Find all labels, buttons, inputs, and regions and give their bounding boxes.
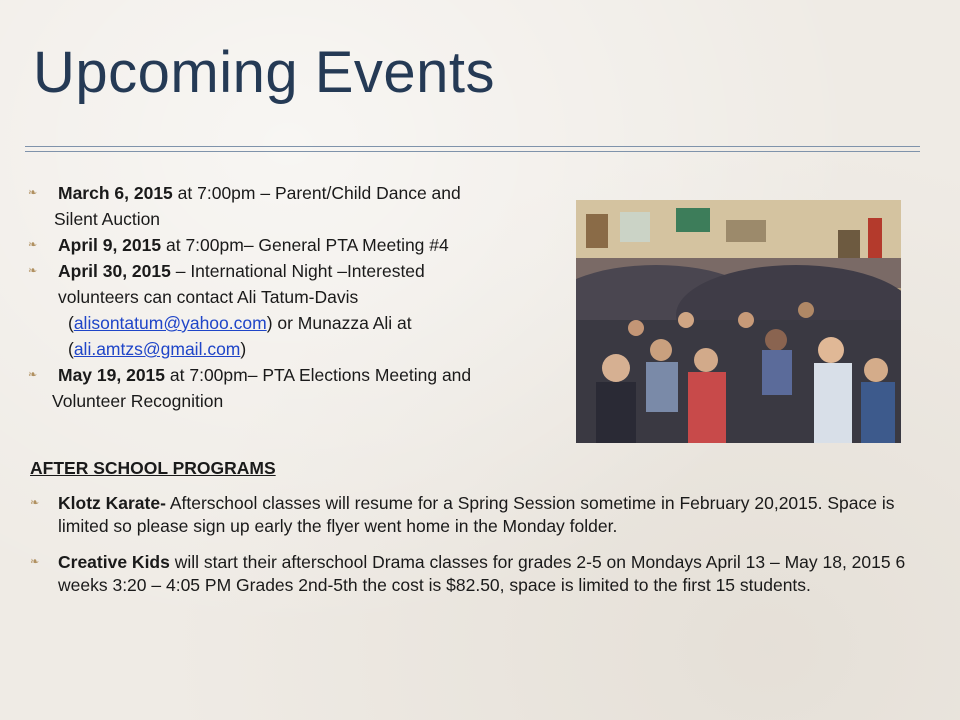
fleuron-icon: ❧: [28, 187, 38, 199]
fleuron-icon: ❧: [28, 239, 38, 251]
program-item: [30, 492, 910, 537]
programs-list: [30, 492, 910, 610]
event-item: [28, 232, 573, 258]
fleuron-icon: ❧: [30, 497, 40, 509]
event-text-cont: Silent Auction: [54, 209, 161, 229]
event-text: – International Night –Interested: [170, 261, 425, 281]
event-text-cont: volunteers can contact Ali Tatum-Davis: [58, 287, 359, 307]
event-date: May 19, 2015: [58, 365, 166, 385]
fleuron-icon: ❧: [28, 265, 38, 277]
event-item: [28, 180, 573, 232]
event-text: at 7:00pm – Parent/Child Dance and: [172, 183, 461, 203]
events-list: [28, 180, 573, 414]
fleuron-icon: ❧: [30, 556, 40, 568]
email-link-alison[interactable]: alisontatum@yahoo.com: [73, 313, 267, 333]
event-text-cont: Volunteer Recognition: [52, 391, 224, 411]
after-school-heading: AFTER SCHOOL PROGRAMS: [30, 458, 276, 478]
program-text: will start their afterschool Drama classes for grades 2-5 on Mondays April 13 – May 18, 2015 6 weeks 3:20 – 4:05 PM Grades 2nd-5th the cost is $82.50, space is limited to the first 15 students.: [58, 552, 906, 595]
program-name: Klotz Karate-: [58, 493, 166, 513]
event-date: April 30, 2015: [58, 261, 171, 281]
title-divider-bottom: [25, 151, 920, 152]
event-item: [28, 258, 573, 362]
program-item: [30, 551, 910, 596]
fleuron-icon: ❧: [28, 369, 38, 381]
event-text: at 7:00pm– PTA Elections Meeting and: [165, 365, 472, 385]
event-text: at 7:00pm– General PTA Meeting #4: [161, 235, 449, 255]
event-contact-line: (alisontatum@yahoo.com) or Munazza Ali at: [68, 313, 412, 333]
event-date: April 9, 2015: [58, 235, 162, 255]
event-date: March 6, 2015: [58, 183, 173, 203]
event-contact-mid: or Munazza Ali at: [272, 313, 412, 333]
title-divider-top: [25, 146, 920, 147]
program-text: Afterschool classes will resume for a Spring Session sometime in February 20,2015. Space is limited so please sign up early the flyer went home in the Monday folder.: [58, 493, 895, 536]
program-name: Creative Kids: [58, 552, 170, 572]
slide-title: Upcoming Events: [33, 40, 496, 105]
event-item: [28, 362, 573, 414]
email-link-ali[interactable]: ali.amtzs@gmail.com: [73, 339, 241, 359]
event-contact-line-2: (ali.amtzs@gmail.com): [68, 339, 247, 359]
students-photo: [576, 200, 901, 443]
